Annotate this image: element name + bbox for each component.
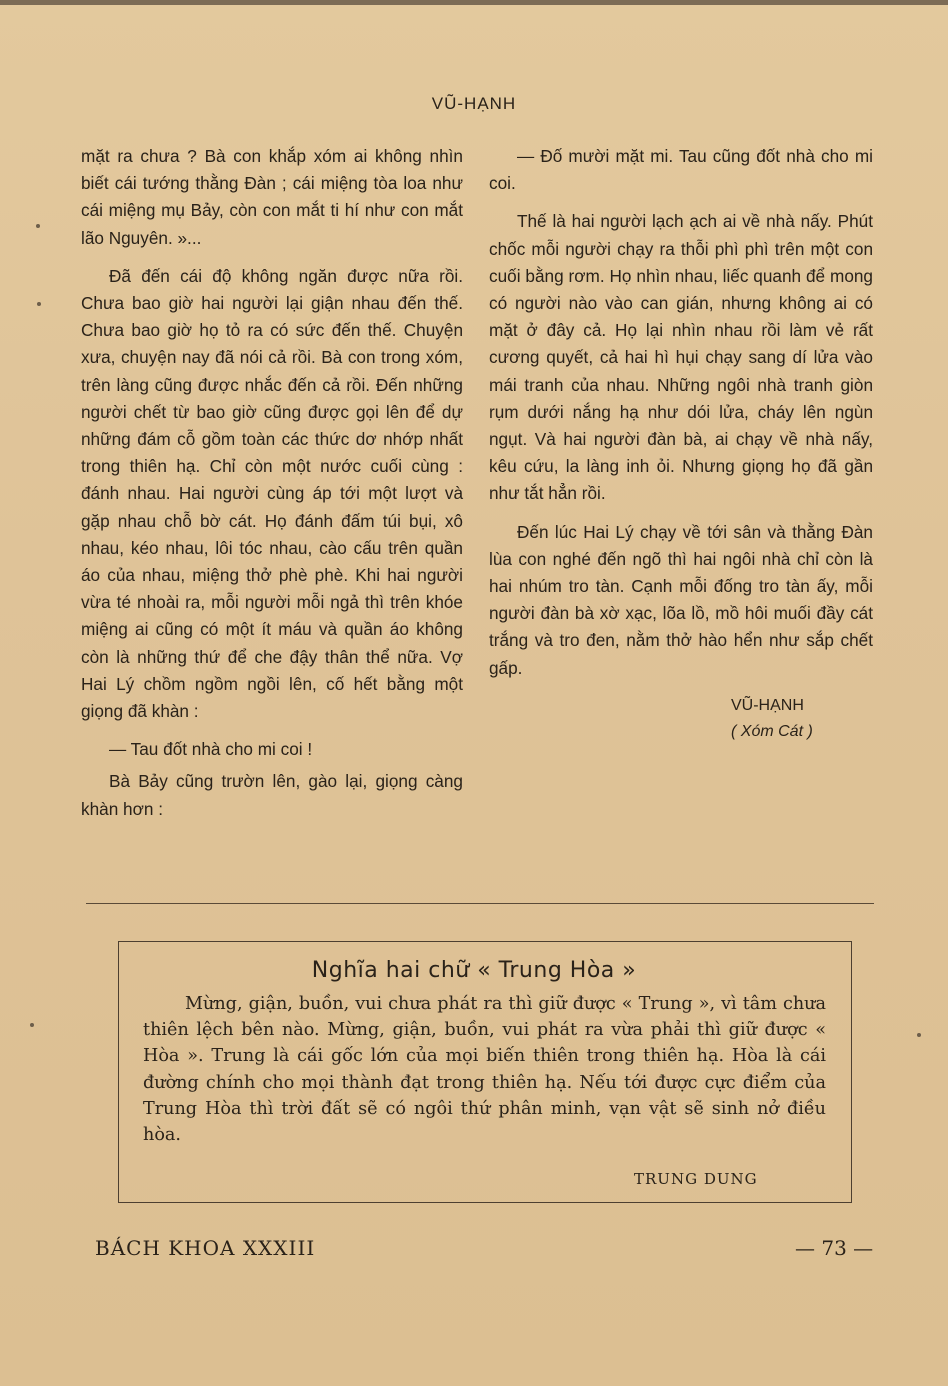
article-column-right bbox=[489, 143, 873, 745]
article-column-left bbox=[81, 143, 463, 834]
article-paragraph: Đã đến cái độ không ngăn được nữa rồi. Chưa bao giờ hai người lại giận nhau đến thế. Chưa bao giờ họ tỏ ra có sức đến thế. Chuyện xưa, chuyện nay đã nói cả rồi. Bà con trong xóm, trên làng cũng được nhắc đến cả rồi. Đến những người chết từ bao giờ cũng được gọi lên để dự những đám cỗ gồm toàn các thức dơ nhớp nhất trong thiên hạ. Chỉ còn một nước cuối cùng : đánh nhau. Hai người cùng áp tới một lượt và gặp nhau chỗ bờ cát. Họ đánh đấm túi bụi, xô nhau, kéo nhau, lôi tóc nhau, cào cấu trên quần áo của nhau, miệng thở phè phè. Khi hai người vừa té nhoài ra, mỗi người mỗi ngả thì trên khóe miệng ai cũng có một ít máu và quần áo không còn là những thứ để che đậy thân thể nữa. Vợ Hai Lý chồm ngồm ngồi lên, cố hết bằng một giọng đã khàn : bbox=[81, 265, 463, 722]
margin-speck bbox=[917, 1033, 921, 1037]
quote-box-title: Nghĩa hai chữ « Trung Hòa » bbox=[311, 958, 637, 983]
quote-box-source: TRUNG DUNG bbox=[634, 1170, 758, 1188]
margin-speck bbox=[37, 302, 41, 306]
article-signature bbox=[489, 693, 873, 745]
signature-place: ( Xóm Cát ) bbox=[731, 722, 813, 740]
margin-speck bbox=[30, 1023, 34, 1027]
footer-publication: BÁCH KHOA XXXIII bbox=[95, 1236, 316, 1260]
section-divider bbox=[86, 903, 874, 904]
article-paragraph: Bà Bảy cũng trườn lên, gào lại, giọng càng khàn hơn : bbox=[81, 771, 463, 819]
article-dialogue: — Đố mười mặt mi. Tau cũng đốt nhà cho mi coi. bbox=[489, 146, 873, 194]
margin-speck bbox=[36, 224, 40, 228]
article-paragraph: Đến lúc Hai Lý chạy về tới sân và thằng Đàn lùa con nghé đến ngõ thì hai ngôi nhà chỉ còn là hai nhúm tro tàn. Cạnh mỗi đống tro tàn ấy, mỗi người đàn bà xờ xạc, lõa lồ, mồ hôi muối đầy cát trắng và tro đen, nằm thở hào hển như sắp chết gấp. bbox=[489, 521, 873, 678]
article-paragraph: mặt ra chưa ? Bà con khắp xóm ai không nhìn biết cái tướng thằng Đàn ; cái miệng tòa loa như cái miệng mụ Bảy, còn con mắt ti hí như con mắt lão Nguyên. »... bbox=[81, 146, 463, 248]
page-top-edge bbox=[0, 0, 948, 5]
signature-author: VŨ-HẠNH bbox=[731, 696, 804, 714]
footer-page-number: — 73 — bbox=[795, 1236, 874, 1260]
quote-box-text: Mừng, giận, buồn, vui chưa phát ra thì giữ được « Trung », vì tâm chưa thiên lệch bên nào. Mừng, giận, buồn, vui phát ra vừa phải thì giữ được « Hòa ». Trung là cái gốc lớn của mọi biến thiên trong thiên hạ. Hòa là cái đường chính cho mọi thành đạt trong thiên hạ. Nếu tới được cực điểm của Trung Hòa thì trời đất sẽ có ngôi thứ phân minh, vạn vật sẽ sinh nở điều hòa. bbox=[143, 994, 826, 1146]
running-head-author: VŨ-HẠNH bbox=[431, 94, 517, 113]
article-dialogue: — Tau đốt nhà cho mi coi ! bbox=[109, 739, 313, 760]
article-paragraph: Thế là hai người lạch ạch ai về nhà nấy. Phút chốc mỗi người chạy ra thỗi phì phì trên một con cuối bằng rơm. Họ nhìn nhau, liếc quanh để mong có người nào vào can gián, nhưng không ai có mặt ở đây cả. Họ lại nhìn nhau rồi làm vẻ rất cương quyết, cả hai hì hụi chạy sang dí lửa vào mái tranh của nhau. Những ngôi nhà tranh giòn rụm dưới nắng hạ như dói lửa, cháy lên ngùn ngụt. Và hai người đàn bà, ai chạy về nhà nấy, kêu cứu, la làng inh ỏi. Nhưng giọng họ đã gần như tắt hẳn rồi. bbox=[489, 211, 873, 504]
